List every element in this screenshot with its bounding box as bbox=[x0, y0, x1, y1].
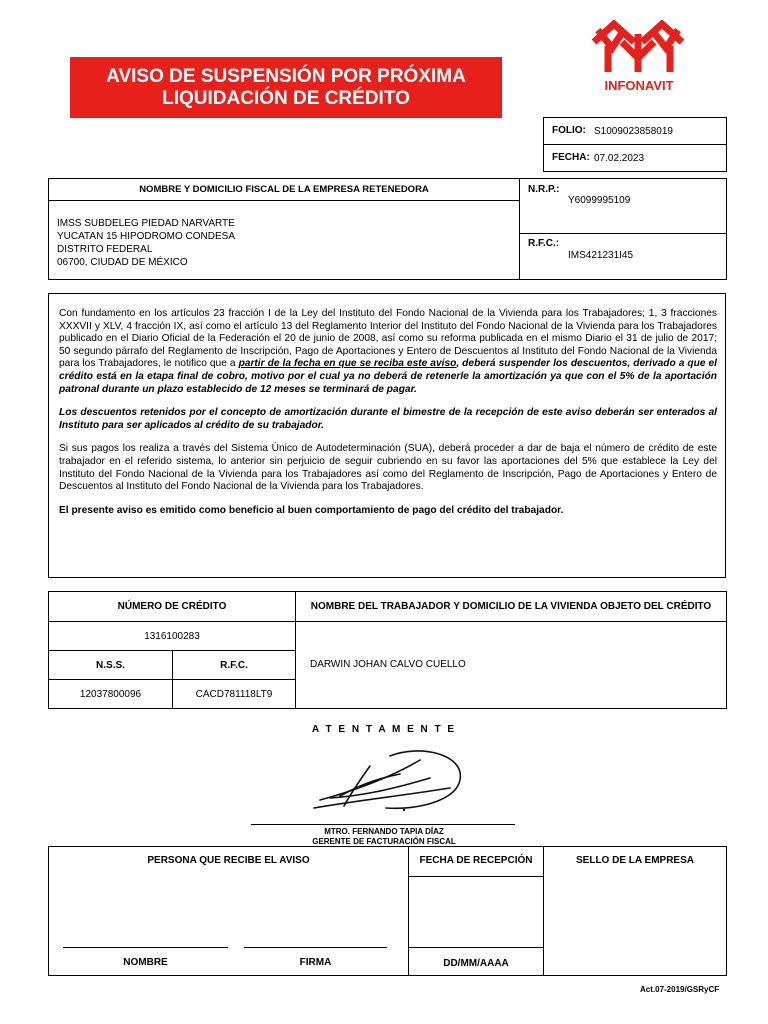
empresa-box bbox=[48, 178, 520, 280]
fecha-label: FECHA: bbox=[552, 152, 590, 163]
nrp-box bbox=[519, 178, 727, 234]
numero-credito-value bbox=[48, 621, 296, 651]
empresa-rfc-value: IMS421231I45 bbox=[568, 250, 634, 261]
empresa-line-4: 06700, CIUDAD DE MÉXICO bbox=[57, 257, 188, 268]
fecha-recepcion-divider bbox=[409, 947, 543, 948]
aviso-paragraph-3: Si sus pagos los realiza a través del Sistema Único de Autodeterminación (SUA), deberá proceder a dar de baja el número de crédito de este trabajador en el referido sistema, lo anterior sin perjuicio de seguir cubriendo en su favor las aportaciones del 5% que establece la Ley del Instituto del Fondo Nacional de la Vivienda para los Trabajadores así como del Reglamento de Inscripción, Pago de Aportaciones y Entero de Descuentos al Instituto del Fondo Nacional de la Vivienda para los Trabajadores. bbox=[59, 443, 717, 493]
nrp-label: N.R.P.: bbox=[528, 184, 560, 195]
firma-label: FIRMA bbox=[299, 957, 332, 968]
fecha-value: 07.02.2023 bbox=[594, 153, 645, 164]
numero-credito-heading-text: NÚMERO DE CRÉDITO bbox=[117, 601, 227, 612]
title-line-2: LIQUIDACIÓN DE CRÉDITO bbox=[162, 87, 410, 109]
signature-line bbox=[251, 824, 515, 825]
aviso-p1-text: Con fundamento en los artículos 23 fracción I de la Ley del Instituto del Fondo Nacional de la Vivienda para los Trabajadores; 1, 3 fracciones XXXVII y XLV, 4 fracción IX, así como el artículo 13 del Reglamento Interior del Instituto del Fondo Nacional de la Vivienda para los Trabajadores publicado en el Diario Oficial de la Federación el 20 de junio de 2008, así como su reforma publicada en el mismo Diario el 31 de julio de 2017; 50 segundo párrafo del Reglamento de Inscripción, Pago de Aportaciones y Entero de Descuentos al Instituto del Fondo Nacional de la Vivienda para los Trabajadores, le notifico que a bbox=[59, 308, 717, 370]
numero-credito-heading bbox=[48, 591, 296, 622]
empresa-address bbox=[57, 217, 235, 269]
folio-box bbox=[543, 117, 727, 145]
nrp-value: Y6099995109 bbox=[568, 195, 631, 206]
trabajador-rfc-value-text: CACD781118LT9 bbox=[195, 688, 273, 700]
logo-text: INFONAVIT bbox=[604, 78, 674, 93]
nss-heading bbox=[48, 650, 173, 680]
signer-title: GERENTE DE FACTURACIÓN FISCAL bbox=[312, 837, 456, 846]
aviso-paragraph-2: Los descuentos retenidos por el concepto de amortización durante el bimestre de la recepción de este aviso deberán ser enterados al Instituto para ser aplicados al crédito de su trabajador. bbox=[59, 407, 717, 431]
fecha-recepcion-heading-cell bbox=[409, 847, 543, 877]
trabajador-rfc-value bbox=[172, 679, 296, 709]
aviso-paragraph-4: El presente aviso es emitido como beneficio al buen comportamiento de pago del crédito del trabajador. bbox=[59, 504, 564, 516]
trabajador-heading bbox=[295, 591, 727, 622]
persona-recibe-heading: PERSONA QUE RECIBE EL AVISO bbox=[147, 855, 310, 866]
atentamente: A T E N T A M E N T E bbox=[311, 724, 457, 735]
empresa-line-1: IMSS SUBDELEG PIEDAD NARVARTE bbox=[57, 218, 235, 229]
form-code: Act.07-2019/GSRyCF bbox=[640, 985, 720, 994]
signer-block bbox=[0, 827, 768, 847]
aviso-paragraph-1 bbox=[59, 308, 717, 396]
fecha-recepcion-heading: FECHA DE RECEPCIÓN bbox=[419, 855, 533, 866]
sello-empresa-heading: SELLO DE LA EMPRESA bbox=[576, 855, 694, 866]
empresa-rfc-box bbox=[519, 233, 727, 280]
trabajador-name: DARWIN JOHAN CALVO CUELLO bbox=[310, 659, 466, 670]
folio-label: FOLIO: bbox=[552, 125, 586, 136]
nss-value-text: 12037800096 bbox=[79, 688, 142, 700]
empresa-rfc-label: R.F.C.: bbox=[528, 238, 560, 249]
nss-value bbox=[48, 679, 173, 709]
aviso-p1-underlined: partir de la fecha en que se reciba este aviso bbox=[238, 358, 457, 370]
empresa-heading-cell bbox=[49, 179, 519, 201]
trabajador-heading-text: NOMBRE DEL TRABAJADOR Y DOMICILIO DE LA VIVIENDA OBJETO DEL CRÉDITO bbox=[310, 601, 712, 612]
empresa-heading: NOMBRE Y DOMICILIO FISCAL DE LA EMPRESA RETENEDORA bbox=[139, 184, 429, 195]
trabajador-rfc-heading-text: R.F.C. bbox=[220, 659, 248, 671]
title-line-1: AVISO DE SUSPENSIÓN POR PRÓXIMA bbox=[106, 65, 466, 87]
infonavit-logo bbox=[586, 20, 692, 98]
nombre-label: NOMBRE bbox=[123, 957, 168, 968]
fecha-format: DD/MM/AAAA bbox=[443, 958, 509, 969]
title-banner bbox=[70, 57, 502, 118]
fecha-recepcion-box bbox=[408, 846, 544, 976]
fecha-box bbox=[543, 144, 727, 172]
nss-heading-text: N.S.S. bbox=[96, 659, 125, 671]
trabajador-value-cell bbox=[295, 621, 727, 709]
numero-credito-value-text: 1316100283 bbox=[144, 630, 200, 642]
empresa-line-2: YUCATAN 15 HIPODROMO CONDESA bbox=[57, 231, 235, 242]
persona-recibe-box bbox=[48, 846, 409, 976]
empresa-line-3: DISTRITO FEDERAL bbox=[57, 244, 153, 255]
nombre-line bbox=[63, 947, 228, 948]
signer-name: MTRO. FERNANDO TAPIA DÍAZ bbox=[324, 827, 444, 836]
signature-scribble bbox=[300, 740, 480, 820]
trabajador-rfc-heading bbox=[172, 650, 296, 680]
aviso-text-box bbox=[48, 293, 726, 578]
folio-value: S1009023858019 bbox=[594, 126, 673, 137]
aviso-p1-bold: , deberá suspender los descuentos, derivado a que el crédito está en la etapa final de cobro, motivo por el cual ya no deberá de retenerle la amortización ya que con el 5% de la aportación patronal durante un plazo establecido de 12 meses se terminará de pagar. bbox=[59, 358, 717, 395]
firma-line bbox=[244, 947, 387, 948]
sello-empresa-box bbox=[543, 846, 727, 976]
